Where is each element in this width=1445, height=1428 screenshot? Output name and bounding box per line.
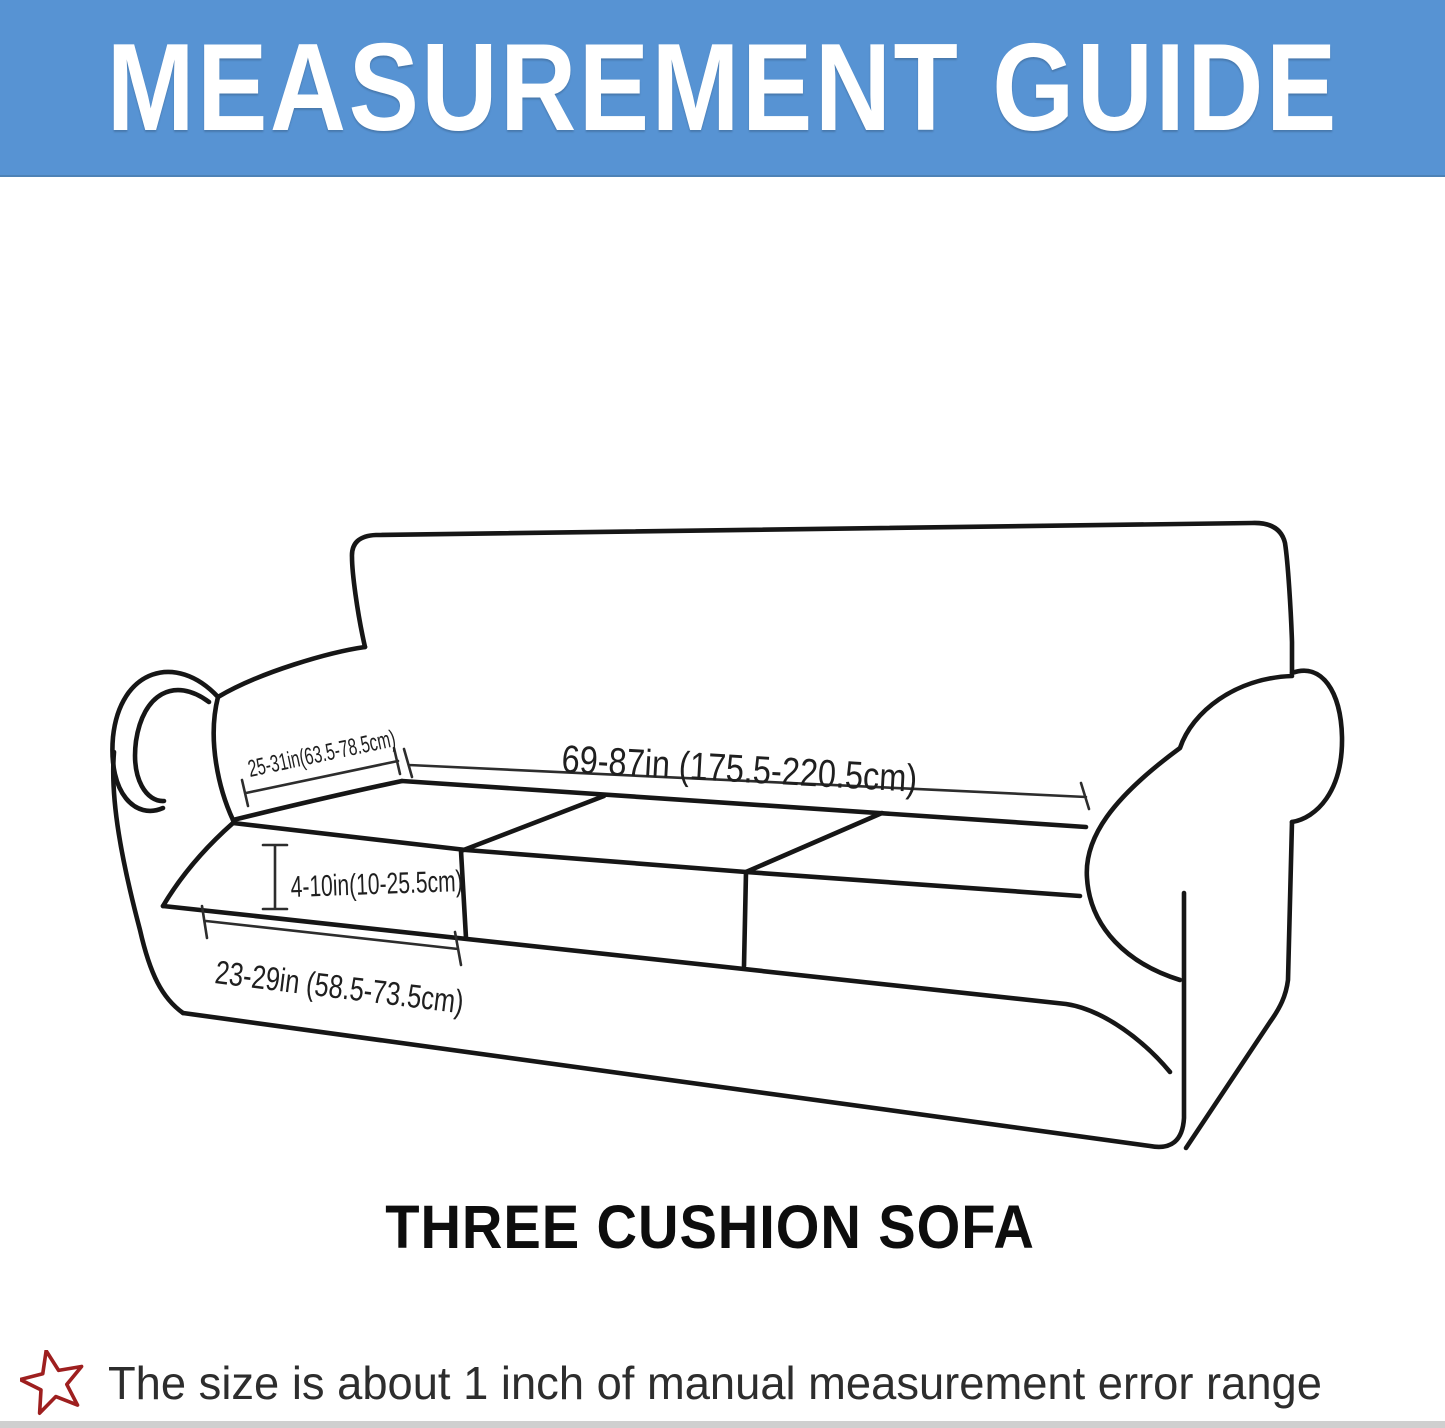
- sofa-left-arm-inner-edge: [214, 697, 233, 820]
- measure-label-back-width: 25-31in(63.5-78.5cm): [245, 708, 476, 783]
- sofa-left-arm-deck-crease: [163, 823, 233, 906]
- sofa-right-arm-roll: [1292, 671, 1342, 822]
- measure-cushion-thickness: [263, 845, 537, 909]
- footnote-text: The size is about 1 inch of manual measurement error range: [108, 1357, 1322, 1409]
- measure-label-cushion-thickness: 4-10in(10-25.5cm): [290, 862, 537, 904]
- star-icon: [20, 1350, 86, 1416]
- diagram-caption-text: THREE CUSHION SOFA: [385, 1193, 1035, 1261]
- sofa-right-arm-inner-edge: [1087, 676, 1292, 980]
- sofa-backrest: [352, 523, 1292, 673]
- sofa-left-arm-scroll: [135, 690, 209, 801]
- measure-label-cushion-depth: 23-29in (58.5-73.5cm): [213, 953, 540, 1030]
- diagram-caption: [0, 1192, 1420, 1262]
- page-title: MEASUREMENT GUIDE: [106, 18, 1339, 157]
- footnote: [20, 1350, 1445, 1416]
- measure-line-cushion-thickness: [263, 845, 287, 909]
- measurement-annotations: [202, 708, 1089, 1030]
- sofa-left-arm-top: [218, 647, 365, 697]
- measure-overall-width: [404, 738, 1089, 809]
- sofa-base: [183, 893, 1184, 1147]
- sofa-cushion-division-1: [461, 796, 604, 938]
- bottom-edge-strip: [0, 1421, 1445, 1428]
- sofa-outline: [112, 523, 1342, 1148]
- sofa-left-arm-pillow-crease: [233, 781, 402, 820]
- measure-label-overall-width: 69-87in (175.5-220.5cm): [560, 738, 990, 805]
- sofa-right-arm-front: [1186, 822, 1292, 1148]
- measure-back-cushion-width: [242, 708, 476, 806]
- sofa-cushion-division-2: [744, 813, 882, 966]
